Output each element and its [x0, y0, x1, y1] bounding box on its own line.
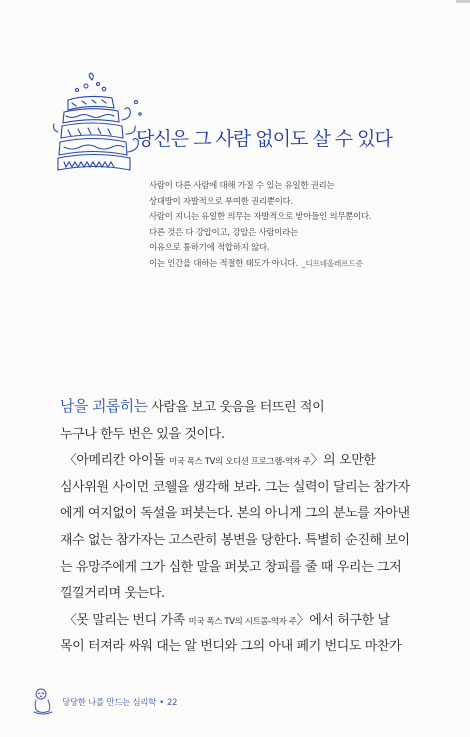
quote-line-last [149, 256, 439, 272]
body-text [60, 393, 422, 661]
corner-mark [456, 0, 470, 3]
separator-dot: • [159, 697, 164, 707]
highlighted-phrase: 남을 괴롭히는 [60, 397, 148, 415]
translator-note: 미국 폭스 TV의 시트콤-역자 주 [188, 615, 297, 626]
quote-line: 상대방이 자발적으로 부여한 권리뿐이다. [149, 195, 293, 206]
paragraph-line [60, 393, 422, 422]
paragraph-line: 재수 없는 참가자는 고스란히 봉변을 당한다. 특별히 순진해 보이 [60, 532, 410, 548]
epigraph-quote [149, 178, 439, 271]
section-heading: 당신은 그 사람 없이도 살 수 있다 [136, 128, 392, 150]
sitting-child-icon [30, 686, 56, 716]
quote-line: 사람이 지니는 유일한 의무는 자발적으로 받아들인 의무뿐이다. [149, 211, 372, 221]
page-number: 22 [166, 697, 178, 707]
paragraph-line: 낄낄거리며 웃는다. [60, 586, 165, 602]
quote-line: 이유으로 통하기에 적합하지 않다. [149, 242, 270, 252]
paragraph-line: 누구나 한두 번은 있을 것이다. [60, 426, 225, 442]
paragraph-line [60, 448, 422, 475]
quote-attribution: _디프네올레르드증 [301, 258, 363, 268]
paragraph-line: 에게 여지없이 독설을 퍼붓는다. 본의 아니게 그의 분노를 자아낸 [60, 506, 410, 522]
paragraph-line: 는 유망주에게 그가 심한 말을 퍼붓고 창피를 줄 때 우리는 그저 [60, 559, 402, 575]
quote-line: 이는 인간을 대하는 적절한 태도가 아니다. [149, 257, 298, 268]
text-span: 〉의 오만한 [310, 453, 376, 469]
text-span: 사람을 보고 웃음을 터뜨린 적이 [151, 400, 325, 415]
layered-cake-illustration [52, 72, 144, 182]
running-footer [62, 696, 177, 708]
text-span: 〉에서 허구한 날 [296, 612, 390, 628]
book-title: 당당한 나를 만드는 심리학 [62, 697, 157, 707]
text-span: 〈아메리칸 아이돌 [63, 453, 166, 469]
text-span: 〈못 말리는 번디 가족 [63, 612, 185, 628]
paragraph-line: 목이 터져라 싸워 대는 알 번디와 그의 아내 페기 번디도 마찬가 [60, 639, 402, 655]
paragraph-line: 심사위원 사이먼 코웰을 생각해 보라. 그는 실력이 달리는 참가자 [60, 479, 410, 495]
paragraph-line [60, 608, 422, 635]
quote-line: 다른 것은 다 강압이고, 강압은 사람이라는 [149, 226, 298, 237]
translator-note: 미국 폭스 TV의 오디션 프로그램-역자 주 [168, 456, 311, 467]
quote-line: 사람이 다른 사람에 대해 가질 수 있는 유일한 권리는 [149, 180, 335, 190]
